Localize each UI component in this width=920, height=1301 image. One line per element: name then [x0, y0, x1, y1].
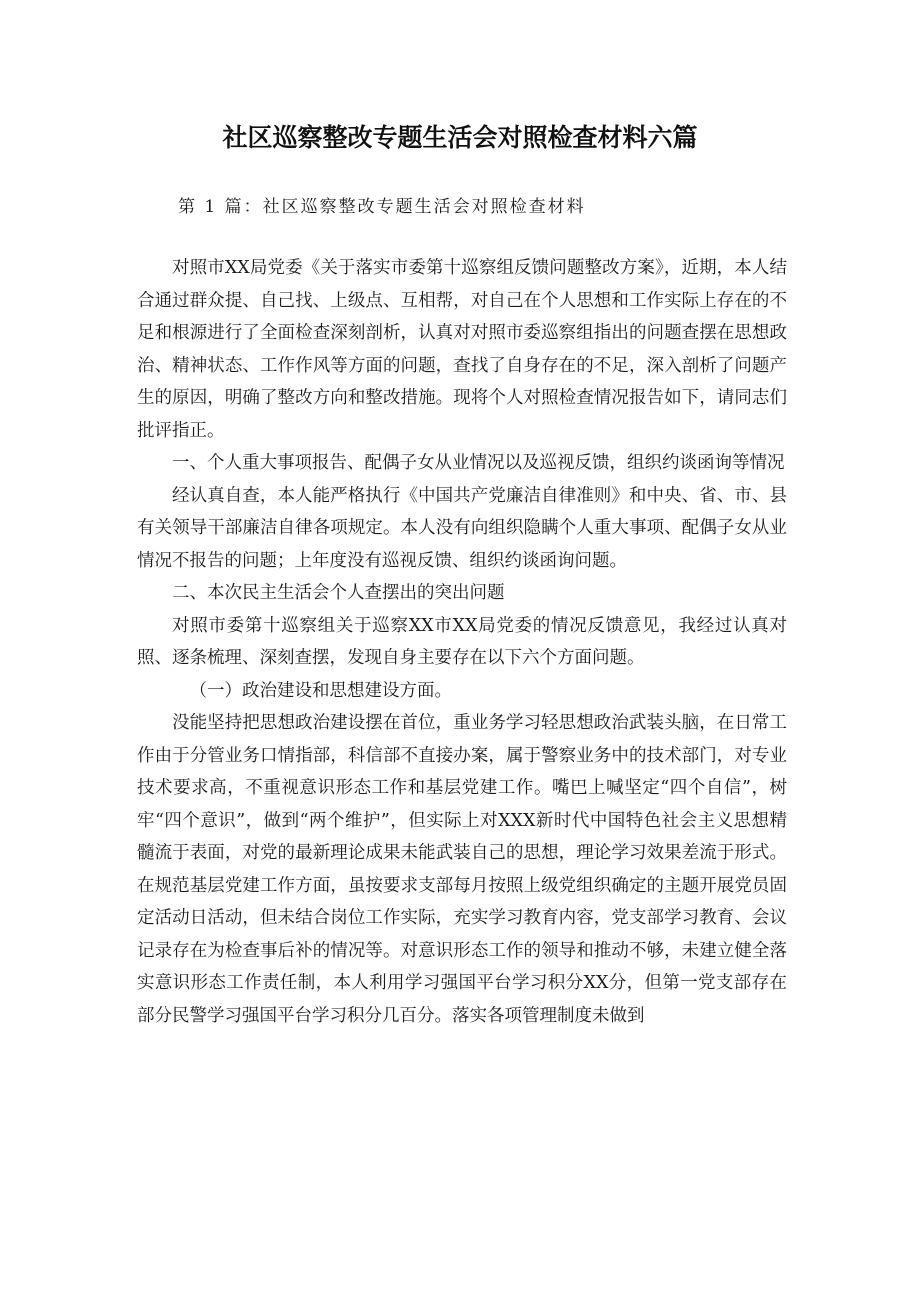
document-body — [137, 252, 787, 1032]
paragraph-political: 没能坚持把思想政治建设摆在首位，重业务学习轻思想政治武装头脑，在日常工作由于分管业务口情指部，科信部不直接办案，属于警察业务中的技术部门，对专业技术要求高，不重视意识形态工作和基层党建工作。嘴巴上喊坚定“四个自信”，树牢“四个意识”，做到“两个维护”，但实际上对XXX新时代中国特色社会主义思想精髓流于表面，对党的最新理论成果未能武装自己的思想，理论学习效果差流于形式。在规范基层党建工作方面，虽按要求支部每月按照上级党组织确定的主题开展党员固定活动日活动，但未结合岗位工作实际，充实学习教育内容，党支部学习教育、会议记录存在为检查事后补的情况等。对意识形态工作的领导和推动不够，未建立健全落实意识形态工作责任制，本人利用学习强国平台学习积分XX分，但第一党支部存在部分民警学习强国平台学习积分几百分。落实各项管理制度未做到 — [137, 713, 787, 1026]
paragraph-intro: 对照市XX局党委《关于落实市委第十巡察组反馈问题整改方案》，近期，本人结合通过群众提、自己找、上级点、互相帮，对自己在个人思想和工作实际上存在的不足和根源进行了全面检查深刻剖析，认真对对照市委巡察组指出的问题查摆在思想政治、精神状态、工作作风等方面的问题，查找了自身存在的不足，深入剖析了问题产生的原因，明确了整改方向和整改措施。现将个人对照检查情况报告如下，请同志们批评指正。 — [137, 258, 787, 441]
sub-heading-political: （一）政治建设和思想建设方面。 — [189, 680, 452, 701]
paragraph-feedback: 对照市委第十巡察组关于巡察XX市XX局党委的情况反馈意见，我经过认真对照、逐条梳理、深刻查摆，发现自身主要存在以下六个方面问题。 — [137, 615, 787, 668]
document-title: 社区巡察整改专题生活会对照检查材料六篇 — [222, 123, 698, 152]
paragraph-self-check: 经认真自查，本人能严格执行《中国共产党廉洁自律准则》和中央、省、市、县有关领导干部廉洁自律各项规定。本人没有向组织隐瞒个人重大事项、配偶子女从业情况不报告的问题；上年度没有巡视反馈、组织约谈函询问题。 — [137, 485, 787, 571]
section-heading-1: 一、个人重大事项报告、配偶子女从业情况以及巡视反馈，组织约谈函询等情况 — [172, 453, 785, 473]
document-subtitle: 第 1 篇：社区巡察整改专题生活会对照检查材料 — [178, 197, 586, 217]
section-heading-2: 二、本次民主生活会个人查摆出的突出问题 — [172, 583, 505, 603]
